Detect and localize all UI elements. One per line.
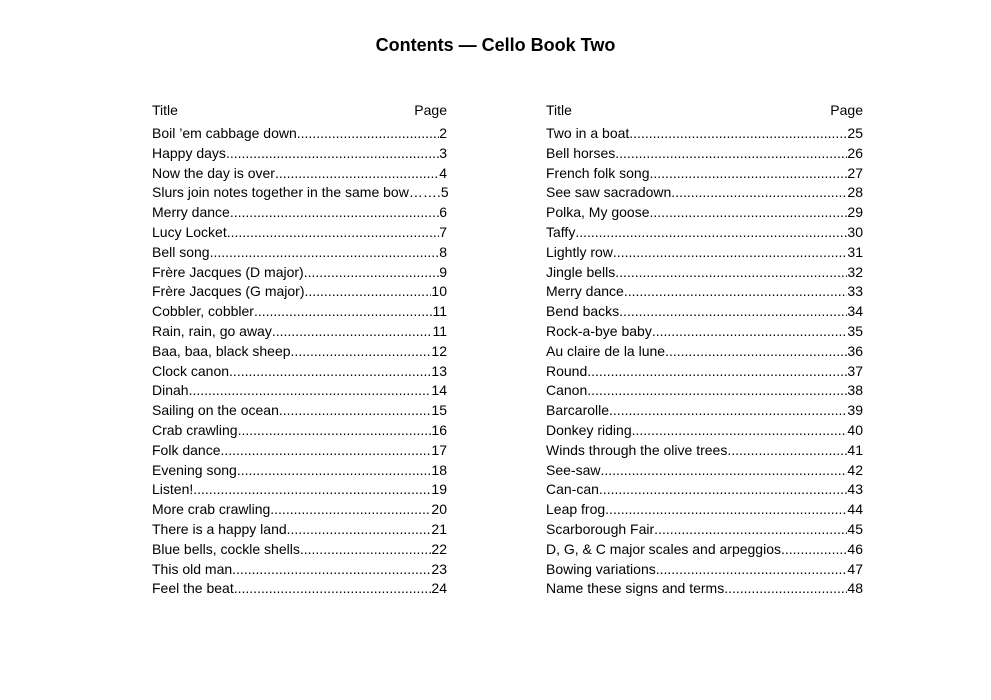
- dot-leader: [671, 183, 847, 203]
- toc-entry: [152, 579, 447, 599]
- entry-page-number: 40: [847, 421, 863, 438]
- toc-entry: [152, 401, 447, 421]
- toc-entry: [546, 302, 863, 322]
- toc-entry: [546, 441, 863, 461]
- entry-title: Scarborough Fair: [546, 520, 655, 537]
- dot-leader: [229, 362, 431, 382]
- entry-title: Bell horses: [546, 144, 616, 161]
- entry-title: Sailing on the ocean: [152, 402, 279, 419]
- entry-page-number: 38: [847, 382, 863, 399]
- entry-title: Lucy Locket: [152, 223, 227, 240]
- toc-entry: [152, 282, 447, 302]
- dot-leader: [297, 124, 439, 144]
- entry-title: Donkey riding: [546, 421, 632, 438]
- toc-entry: [546, 540, 863, 560]
- entry-title: Can-can: [546, 481, 599, 498]
- entry-page-number: 45: [847, 520, 863, 537]
- entry-title: Name these signs and terms: [546, 580, 725, 597]
- toc-entry: [152, 164, 447, 184]
- entry-page-number: 42: [847, 461, 863, 478]
- entry-title: There is a happy land: [152, 520, 287, 537]
- toc-entry: [546, 560, 863, 580]
- dot-leader: [227, 223, 439, 243]
- entry-title: Canon: [546, 382, 588, 399]
- toc-entry: [152, 560, 447, 580]
- entry-title: Frère Jacques (D major): [152, 263, 304, 280]
- entry-page-number: 10: [431, 283, 447, 300]
- entry-title: Winds through the olive trees: [546, 441, 728, 458]
- entry-page-number: 41: [847, 441, 863, 458]
- entry-title: Frère Jacques (G major): [152, 283, 305, 300]
- entry-title: Listen!: [152, 481, 194, 498]
- toc-entry: [152, 243, 447, 263]
- toc-entry: [152, 124, 447, 144]
- entry-title: Feel the beat: [152, 580, 234, 597]
- dot-leader: [220, 441, 431, 461]
- toc-entry: [152, 381, 447, 401]
- dot-leader: [652, 322, 848, 342]
- entry-title: Crab crawling: [152, 421, 238, 438]
- dot-leader: [613, 243, 848, 263]
- entry-page-number: 15: [431, 402, 447, 419]
- entry-page-number: 23: [431, 560, 447, 577]
- dot-leader: [238, 421, 432, 441]
- entry-page-number: 22: [431, 540, 447, 557]
- dot-leader: [615, 144, 847, 164]
- entry-page-number: 47: [847, 560, 863, 577]
- toc-entry: [546, 164, 863, 184]
- toc-list: [546, 124, 863, 599]
- toc-entry: [546, 203, 863, 223]
- header-page-label: Page: [830, 102, 863, 118]
- entry-page-number: 12: [431, 342, 447, 359]
- entry-title: Two in a boat: [546, 125, 630, 141]
- entry-title: Blue bells, cockle shells: [152, 540, 300, 557]
- toc-entry: [546, 500, 863, 520]
- page-title: Contents — Cello Book Two: [375, 35, 616, 55]
- entry-title: Polka, My goose: [546, 204, 650, 221]
- toc-entry: [546, 263, 863, 283]
- dot-leader: [665, 342, 847, 362]
- entry-page-number: 35: [847, 322, 863, 339]
- dot-leader: [193, 480, 431, 500]
- dot-leader: [304, 282, 431, 302]
- entry-title: Round: [546, 362, 588, 379]
- entry-title: Bell song: [152, 243, 210, 260]
- toc-entry: [152, 342, 447, 362]
- dot-leader: [727, 441, 847, 461]
- entry-page-number: 6: [439, 204, 447, 221]
- header-title-label: Title: [152, 102, 178, 118]
- entry-page-number: 36: [847, 342, 863, 359]
- entry-page-number: 3: [439, 144, 447, 161]
- toc-entry: [546, 124, 863, 144]
- entry-page-number: 32: [847, 263, 863, 280]
- entry-page-number: 7: [439, 223, 447, 240]
- entry-title: D, G, & C major scales and arpeggios: [546, 540, 781, 557]
- dot-leader: [629, 124, 847, 144]
- toc-entry: [152, 263, 447, 283]
- dot-leader: [275, 164, 439, 184]
- entry-page-number: 25: [847, 125, 863, 141]
- dot-leader: [619, 302, 847, 322]
- entry-title: Now the day is over: [152, 164, 275, 181]
- dot-leader: [605, 500, 847, 520]
- toc-column-left: [152, 100, 447, 599]
- entry-title: Rain, rain, go away: [152, 322, 272, 339]
- dot-leader: [600, 461, 847, 481]
- toc-entry: [546, 480, 863, 500]
- dot-leader: [650, 203, 848, 223]
- toc-entry: [546, 322, 863, 342]
- dot-leader: [304, 263, 440, 283]
- entry-page-number: 29: [847, 204, 863, 221]
- dot-leader: [656, 560, 848, 580]
- entry-title: Bend backs: [546, 303, 620, 320]
- dot-leader: [599, 480, 848, 500]
- toc-entry: [152, 362, 447, 382]
- entry-page-number: 11: [432, 322, 447, 339]
- toc-entry: [546, 381, 863, 401]
- dot-leader: [270, 500, 431, 520]
- dot-leader: [232, 560, 431, 580]
- toc-entry: [546, 183, 863, 203]
- toc-entry: [546, 342, 863, 362]
- toc-entry: [546, 243, 863, 263]
- toc-entry: [152, 421, 447, 441]
- entry-title: See-saw: [546, 461, 601, 478]
- entry-title: Folk dance: [152, 441, 221, 458]
- entry-title: Baa, baa, black sheep: [152, 342, 291, 359]
- dot-leader: [724, 579, 847, 599]
- entry-page-number: 27: [847, 164, 863, 181]
- entry-page-number: 4: [439, 164, 447, 181]
- toc-entry: [152, 322, 447, 342]
- dot-leader: [587, 362, 847, 382]
- toc-entry: [546, 362, 863, 382]
- entry-page-number: 13: [431, 362, 447, 379]
- dot-leader: [189, 381, 432, 401]
- toc-entry: [152, 223, 447, 243]
- entry-title: Merry dance: [152, 204, 230, 221]
- entry-title: Rock-a-bye baby: [546, 322, 652, 339]
- entry-title: More crab crawling: [152, 501, 271, 518]
- dot-leader: [300, 540, 432, 560]
- dot-leader: [226, 144, 439, 164]
- toc-entry: [546, 461, 863, 481]
- entry-page-number: 33: [847, 283, 863, 300]
- entry-page-number: 19: [431, 481, 447, 498]
- column-header: [152, 100, 447, 120]
- toc-entry: [546, 282, 863, 302]
- entry-title: Jingle bells: [546, 263, 616, 280]
- dot-leader: [230, 203, 439, 223]
- entry-page-number: 30: [847, 223, 863, 240]
- entry-title: Evening song: [152, 461, 237, 478]
- dot-leader: [615, 263, 847, 283]
- entry-title: Slurs join notes together in the same bow……: [152, 184, 437, 201]
- toc-entry: [546, 223, 863, 243]
- toc-entry: [152, 461, 447, 481]
- dot-leader: [254, 302, 433, 322]
- entry-page-number: 31: [847, 243, 863, 260]
- toc-entry: [152, 441, 447, 461]
- toc-entry: [152, 520, 447, 540]
- dot-leader: [575, 223, 847, 243]
- dot-leader: [279, 401, 432, 421]
- dot-leader: [272, 322, 433, 342]
- dot-leader: [234, 579, 432, 599]
- toc-entry: [152, 540, 447, 560]
- dot-leader: [624, 282, 848, 302]
- entry-page-number: 17: [431, 441, 447, 458]
- toc-entry: [546, 144, 863, 164]
- dot-leader: [781, 540, 847, 560]
- toc-entry: [152, 500, 447, 520]
- entry-page-number: 34: [847, 303, 863, 320]
- entry-title: Lightly row: [546, 243, 613, 260]
- dot-leader: [632, 421, 848, 441]
- dot-leader: [609, 401, 847, 421]
- entry-page-number: 37: [847, 362, 863, 379]
- toc-entry: [546, 520, 863, 540]
- entry-page-number: 16: [431, 421, 447, 438]
- entry-page-number: 18: [431, 461, 447, 478]
- entry-title: Au claire de la lune: [546, 342, 666, 359]
- toc-entry: [152, 144, 447, 164]
- entry-page-number: 28: [847, 184, 863, 201]
- entry-title: Bowing variations: [546, 560, 656, 577]
- toc-entry: [152, 302, 447, 322]
- entry-page-number: 43: [847, 481, 863, 498]
- dot-leader: [237, 461, 432, 481]
- toc-entry: [152, 480, 447, 500]
- entry-page-number: 26: [847, 144, 863, 161]
- toc-list: [152, 124, 447, 599]
- entry-page-number: 2: [439, 125, 447, 141]
- header-title-label: Title: [546, 102, 572, 118]
- entry-title: Happy days: [152, 144, 226, 161]
- dot-leader: [291, 342, 432, 362]
- entry-title: Dinah: [152, 382, 189, 399]
- entry-page-number: 24: [431, 580, 447, 597]
- toc-entry: [152, 183, 447, 203]
- entry-page-number: 14: [431, 382, 447, 399]
- column-header: [546, 100, 863, 120]
- entry-title: Clock canon: [152, 362, 230, 379]
- entry-title: Merry dance: [546, 283, 624, 300]
- entry-page-number: 8: [439, 243, 447, 260]
- entry-title: Leap frog: [546, 501, 606, 518]
- entry-page-number: 44: [847, 501, 863, 518]
- toc-entry: [546, 401, 863, 421]
- entry-title: Taffy: [546, 223, 576, 240]
- entry-page-number: 9: [439, 263, 447, 280]
- dot-leader: [210, 243, 440, 263]
- entry-title: This old man: [152, 560, 233, 577]
- toc-entry: [546, 421, 863, 441]
- toc-entry: [152, 203, 447, 223]
- dot-leader: [654, 520, 847, 540]
- dot-leader: [587, 381, 847, 401]
- entry-title: Barcarolle: [546, 402, 610, 419]
- entry-page-number: 11: [432, 303, 447, 320]
- dot-leader: [287, 520, 432, 540]
- entry-page-number: 46: [847, 540, 863, 557]
- entry-title: French folk song: [546, 164, 650, 181]
- entry-title: Boil ’em cabbage down: [152, 125, 297, 141]
- toc-entry: [546, 579, 863, 599]
- toc-column-right: [546, 100, 863, 599]
- entry-title: Cobbler, cobbler: [152, 303, 254, 320]
- dot-leader: [650, 164, 848, 184]
- entry-page-number: 39: [847, 402, 863, 419]
- header-page-label: Page: [414, 102, 447, 118]
- entry-page-number: 20: [431, 501, 447, 518]
- entry-title: See saw sacradown: [546, 184, 672, 201]
- entry-page-number: 5: [440, 184, 449, 201]
- entry-page-number: 48: [847, 580, 863, 597]
- entry-page-number: 21: [431, 520, 447, 537]
